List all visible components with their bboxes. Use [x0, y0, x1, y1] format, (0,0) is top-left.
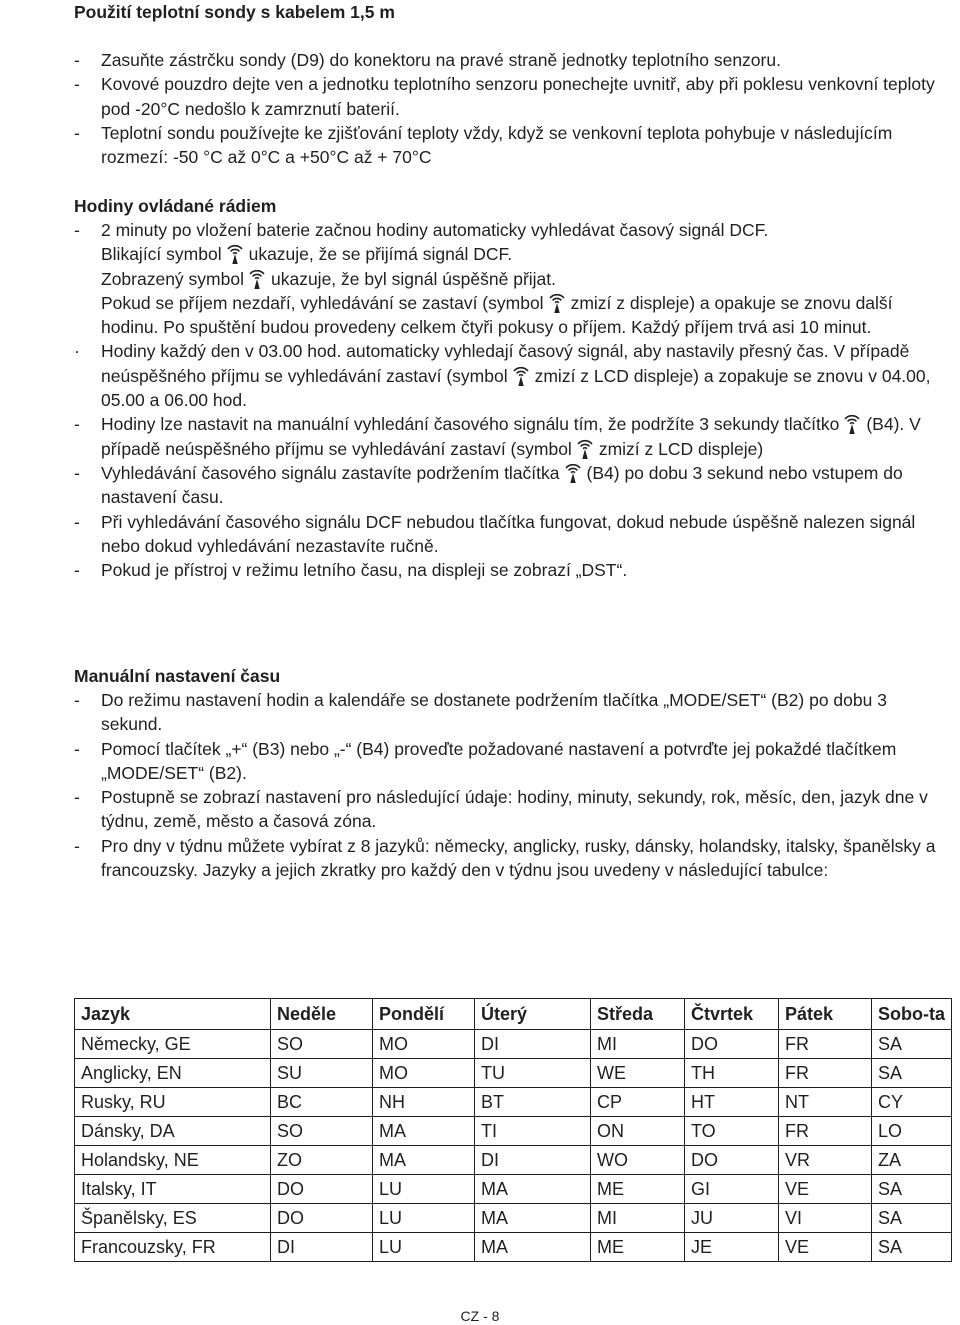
- table-cell: LO: [872, 1117, 952, 1146]
- table-cell: TI: [475, 1117, 591, 1146]
- section-title: Manuální nastavení času: [74, 666, 281, 686]
- table-cell: Holandsky, NE: [75, 1146, 271, 1175]
- list-item: - Hodiny lze nastavit na manuální vyhledání časového signálu tím, že podržíte 3 sekundy tlačítko (B4). V případě neúspěšného příjmu se vyhledávání zastaví (symbol zmizí z LCD displeje): [74, 414, 921, 459]
- table-cell: FR: [779, 1030, 872, 1059]
- table-header: Úterý: [475, 999, 591, 1030]
- table-cell: Španělsky, ES: [75, 1204, 271, 1233]
- table-cell: BC: [271, 1088, 373, 1117]
- table-header: Pátek: [779, 999, 872, 1030]
- table-cell: WO: [591, 1146, 685, 1175]
- table-cell: VE: [779, 1175, 872, 1204]
- list-item: - Postupně se zobrazí nastavení pro následující údaje: hodiny, minuty, sekundy, rok, měsíc, den, jazyk dne v týdnu, země, město a časová zóna.: [74, 787, 928, 832]
- table-cell: Dánsky, DA: [75, 1117, 271, 1146]
- table-cell: SA: [872, 1030, 952, 1059]
- table-header: Jazyk: [75, 999, 271, 1030]
- table-cell: LU: [373, 1233, 475, 1262]
- table-cell: SA: [872, 1175, 952, 1204]
- antenna-icon: [224, 243, 246, 265]
- table-cell: TU: [475, 1059, 591, 1088]
- table-header: Sobo-ta: [872, 999, 952, 1030]
- antenna-icon: [246, 268, 268, 290]
- table-cell: Německy, GE: [75, 1030, 271, 1059]
- table-cell: MO: [373, 1059, 475, 1088]
- table-cell: CY: [872, 1088, 952, 1117]
- list-item: - Pokud je přístroj v režimu letního času, na displeji se zobrazí „DST“.: [74, 560, 628, 581]
- table-cell: ZA: [872, 1146, 952, 1175]
- weekday-language-table: [74, 998, 951, 1262]
- table-row: [75, 1175, 952, 1204]
- table-header-row: [75, 999, 952, 1030]
- table-cell: SO: [271, 1030, 373, 1059]
- list-item: - Vyhledávání časového signálu zastavíte podržením tlačítka (B4) po dobu 3 sekund nebo vstupem do nastavení času.: [74, 462, 903, 508]
- list-item: - Kovové pouzdro dejte ven a jednotku teplotního senzoru ponechejte uvnitř, aby při poklesu venkovní teploty pod -20°C nedošlo k zamrznutí baterií.: [74, 74, 935, 119]
- table-cell: JU: [685, 1204, 779, 1233]
- table-cell: NT: [779, 1088, 872, 1117]
- section-title: Hodiny ovládané rádiem: [74, 196, 277, 216]
- table-cell: Francouzsky, FR: [75, 1233, 271, 1262]
- table-cell: HT: [685, 1088, 779, 1117]
- table-row: [75, 1117, 952, 1146]
- list-item: - Pro dny v týdnu můžete vybírat z 8 jazyků: německy, anglicky, rusky, dánsky, holandsky, italsky, španělsky a francouzsky. Jazyky a jejich zkratky pro každý den v týdnu jsou uvedeny v následující tabulce:: [74, 835, 936, 881]
- table-cell: Anglicky, EN: [75, 1059, 271, 1088]
- table-cell: MI: [591, 1204, 685, 1233]
- table-cell: TO: [685, 1117, 779, 1146]
- table-cell: ME: [591, 1233, 685, 1262]
- table-cell: GI: [685, 1175, 779, 1204]
- table-cell: SA: [872, 1059, 952, 1088]
- table-row: [75, 1204, 952, 1233]
- table-header: Čtvrtek: [685, 999, 779, 1030]
- table-cell: DI: [271, 1233, 373, 1262]
- antenna-icon: [841, 413, 863, 435]
- table-cell: MA: [373, 1117, 475, 1146]
- table-cell: JE: [685, 1233, 779, 1262]
- table-header: Neděle: [271, 999, 373, 1030]
- list-item: - Teplotní sondu používejte ke zjišťování teploty vždy, když se venkovní teplota pohybuje v následujícím rozmezí: -50 °C až 0°C a +50°C až + 70°C: [74, 122, 893, 168]
- table-row: [75, 1233, 952, 1262]
- antenna-icon: [510, 365, 532, 387]
- table-cell: LU: [373, 1175, 475, 1204]
- list-item: - Zasuňte zástrčku sondy (D9) do konektoru na pravé straně jednotky teplotního senzoru.: [74, 50, 781, 70]
- table-cell: ME: [591, 1175, 685, 1204]
- table-cell: DO: [271, 1175, 373, 1204]
- table-cell: ON: [591, 1117, 685, 1146]
- table-cell: DO: [685, 1030, 779, 1059]
- table-cell: LU: [373, 1204, 475, 1233]
- section-radio-clock: [74, 194, 944, 582]
- list-item: - Při vyhledávání časového signálu DCF nebudou tlačítka fungovat, dokud nebude úspěšně nalezen signál nebo dokud vyhledávání nezastavíte ručně.: [74, 511, 916, 556]
- table-cell: VI: [779, 1204, 872, 1233]
- table-cell: MA: [475, 1233, 591, 1262]
- table-cell: VR: [779, 1146, 872, 1175]
- table-cell: MO: [373, 1030, 475, 1059]
- table-cell: MA: [373, 1146, 475, 1175]
- table-header: Pondělí: [373, 999, 475, 1030]
- table-header: Středa: [591, 999, 685, 1030]
- antenna-icon: [574, 438, 596, 460]
- table-cell: VE: [779, 1233, 872, 1262]
- page-number: CZ - 8: [460, 1308, 500, 1324]
- list-item: - Pomocí tlačítek „+“ (B3) nebo „-“ (B4) proveďte požadované nastavení a potvrďte jej pokaždé tlačítkem „MODE/SET“ (B2).: [74, 738, 897, 783]
- table-row: [75, 1146, 952, 1175]
- table-cell: SA: [872, 1233, 952, 1262]
- table-cell: DO: [271, 1204, 373, 1233]
- table-row: [75, 1059, 952, 1088]
- section-title: Použití teplotní sondy s kabelem 1,5 m: [74, 2, 395, 22]
- table-cell: SU: [271, 1059, 373, 1088]
- antenna-icon: [562, 462, 584, 484]
- table-cell: TH: [685, 1059, 779, 1088]
- table-row: [75, 1088, 952, 1117]
- table-cell: SA: [872, 1204, 952, 1233]
- table-cell: FR: [779, 1117, 872, 1146]
- table-row: [75, 1030, 952, 1059]
- table-cell: DI: [475, 1030, 591, 1059]
- table-cell: SO: [271, 1117, 373, 1146]
- table-cell: Italsky, IT: [75, 1175, 271, 1204]
- table-cell: DI: [475, 1146, 591, 1175]
- table-cell: CP: [591, 1088, 685, 1117]
- list-item: - 2 minuty po vložení baterie začnou hodiny automaticky vyhledávat časový signál DCF. Blikající symbol ukazuje, že se přijímá signál DCF. Zobrazený symbol ukazuje, že byl signál úspěšně přijat. Pokud se příjem nezdaří, vyhledávání se zastaví (symbol zmizí z displeje) a opakuje se znovu další hodinu. Po spuštění budou provedeny celkem čtyři pokusy o příjem. Každý příjem trvá asi 10 minut.: [74, 220, 893, 338]
- table-cell: NH: [373, 1088, 475, 1117]
- table-cell: ZO: [271, 1146, 373, 1175]
- table-cell: MI: [591, 1030, 685, 1059]
- table-cell: DO: [685, 1146, 779, 1175]
- section-manual-time: [74, 664, 944, 882]
- table-cell: FR: [779, 1059, 872, 1088]
- table-cell: BT: [475, 1088, 591, 1117]
- table-cell: Rusky, RU: [75, 1088, 271, 1117]
- list-item: - Do režimu nastavení hodin a kalendáře se dostanete podržením tlačítka „MODE/SET“ (B2) po dobu 3 sekund.: [74, 690, 887, 735]
- antenna-icon: [546, 292, 568, 314]
- list-item: · Hodiny každý den v 03.00 hod. automaticky vyhledají časový signál, aby nastavily přesný čas. V případě neúspěšného příjmu se vyhledávání zastaví (symbol zmizí z LCD displeje) a zopakuje se znovu v 04.00, 05.00 a 06.00 hod.: [74, 341, 931, 411]
- table-cell: MA: [475, 1175, 591, 1204]
- table-cell: WE: [591, 1059, 685, 1088]
- table-cell: MA: [475, 1204, 591, 1233]
- section-temperature-probe: [74, 0, 944, 169]
